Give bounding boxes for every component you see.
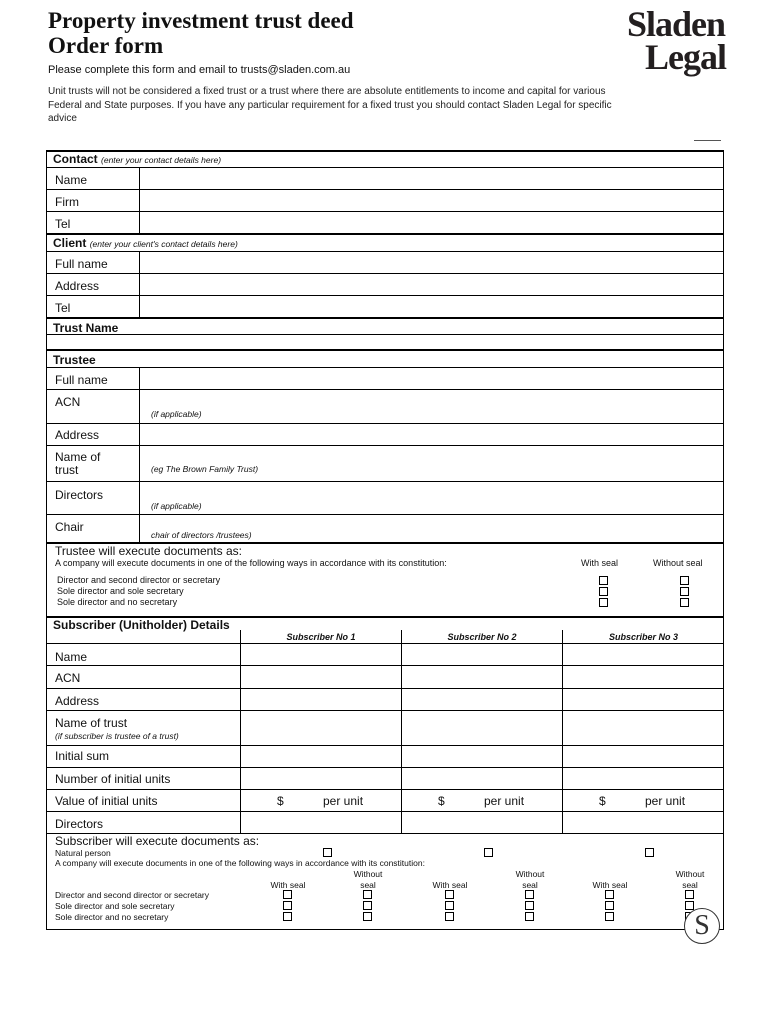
divider <box>694 140 721 141</box>
trustee-address-label: Address <box>55 428 100 442</box>
contact-heading: Contact (enter your contact details here) <box>53 152 222 166</box>
sub3-natural-person-checkbox[interactable] <box>645 848 654 857</box>
client-tel-label: Tel <box>55 301 71 315</box>
sub3-ws-opt1-checkbox[interactable] <box>605 890 614 899</box>
intro-text: Please complete this form and email to trusts@sladen.com.au <box>48 64 351 76</box>
sub3-wos-opt1-checkbox[interactable] <box>685 890 694 899</box>
subscriber-col-2: Subscriber No 2 <box>447 632 517 642</box>
trustee-full-name-field[interactable] <box>140 368 724 389</box>
trustee-opt3-with-seal-checkbox[interactable] <box>599 598 608 607</box>
subscriber-acn-label: ACN <box>55 671 81 685</box>
trustee-with-seal-header: With seal <box>581 558 619 568</box>
page-title <box>48 8 354 58</box>
sub3-with-seal: With seal <box>592 880 628 890</box>
sub3-dollar: $ <box>599 794 606 808</box>
contact-tel-label: Tel <box>55 217 71 231</box>
sub1-natural-person-checkbox[interactable] <box>323 848 332 857</box>
subscriber-address-label: Address <box>55 694 100 708</box>
trustee-heading: Trustee <box>53 353 96 367</box>
trustee-address-field[interactable] <box>140 424 724 445</box>
sub1-ws-opt2-checkbox[interactable] <box>283 901 292 910</box>
sub1-ws-opt3-checkbox[interactable] <box>283 912 292 921</box>
subscriber-option-1: Director and second director or secretary <box>55 890 210 900</box>
subscriber-col-1: Subscriber No 1 <box>286 632 356 642</box>
fixed-trust-note: Unit trusts will not be considered a fixed trust or a trust where there are absolute entitlements to income and capital for various Federal and State purposes. If you have any particular requirement for a fixed trust you should contact Sladen Legal for specific advice <box>48 86 612 124</box>
client-address-label: Address <box>55 279 100 293</box>
subscriber-name-of-trust-label: Name of trust <box>55 716 128 730</box>
sub2-wos-opt2-checkbox[interactable] <box>525 901 534 910</box>
sub3-ws-opt2-checkbox[interactable] <box>605 901 614 910</box>
client-full-name-label: Full name <box>55 257 108 271</box>
trustee-without-seal-header: Without seal <box>653 558 703 568</box>
subscriber-initial-sum-label: Initial sum <box>55 749 110 763</box>
logo-line-2: Legal <box>645 37 726 77</box>
trustee-option-1: Director and second director or secretary <box>57 575 221 585</box>
sub2-dollar: $ <box>438 794 445 808</box>
chair-hint: chair of directors /trustees) <box>151 530 252 540</box>
subscriber-num-units-label: Number of initial units <box>55 772 171 786</box>
trustee-opt2-without-seal-checkbox[interactable] <box>680 587 689 596</box>
sub2-wos-opt3-checkbox[interactable] <box>525 912 534 921</box>
trustee-directors-field[interactable] <box>140 482 724 514</box>
sladen-s-badge-icon: S <box>684 908 720 944</box>
sub2-ws-opt3-checkbox[interactable] <box>445 912 454 921</box>
sub2-per-unit: per unit <box>484 794 525 808</box>
sub2-ws-opt2-checkbox[interactable] <box>445 901 454 910</box>
sub1-per-unit: per unit <box>323 794 364 808</box>
title-line-1: Property investment trust deed <box>48 8 354 33</box>
trustee-opt3-without-seal-checkbox[interactable] <box>680 598 689 607</box>
trustee-opt1-without-seal-checkbox[interactable] <box>680 576 689 585</box>
trustee-option-3: Sole director and no secretary <box>57 597 178 607</box>
contact-tel-field[interactable] <box>140 212 724 233</box>
client-tel-field[interactable] <box>140 296 724 317</box>
trust-name-heading: Trust Name <box>53 321 119 335</box>
trustee-acn-field[interactable] <box>140 390 724 423</box>
order-form <box>46 150 724 930</box>
sub3-per-unit: per unit <box>645 794 686 808</box>
trustee-name-of-trust-field[interactable] <box>140 446 724 481</box>
sub1-wos-opt1-checkbox[interactable] <box>363 890 372 899</box>
sub3-without-seal: Without seal <box>675 869 705 890</box>
natural-person-label: Natural person <box>55 848 111 858</box>
subscriber-directors-label: Directors <box>55 817 104 831</box>
trustee-option-2: Sole director and sole secretary <box>57 586 184 596</box>
contact-firm-label: Firm <box>55 195 79 209</box>
subscriber-name-label: Name <box>55 650 88 664</box>
client-heading: Client (enter your client's contact details here) <box>53 236 238 250</box>
client-address-field[interactable] <box>140 274 724 295</box>
title-line-2: Order form <box>48 33 164 58</box>
directors-hint: (if applicable) <box>151 501 202 511</box>
sub2-with-seal: With seal <box>432 880 468 890</box>
trustee-opt1-with-seal-checkbox[interactable] <box>599 576 608 585</box>
subscriber-option-3: Sole director and no secretary <box>55 912 169 922</box>
trust-name-field[interactable] <box>47 335 724 349</box>
subscriber-trust-hint: (if subscriber is trustee of a trust) <box>55 731 179 741</box>
logo-line-1: Sladen <box>627 4 726 44</box>
sub3-wos-opt2-checkbox[interactable] <box>685 901 694 910</box>
sub1-wos-opt2-checkbox[interactable] <box>363 901 372 910</box>
trustee-execute-heading: Trustee will execute documents as: <box>55 544 242 558</box>
sub1-without-seal: Without seal <box>353 869 383 890</box>
contact-name-field[interactable] <box>140 168 724 189</box>
contact-hint: (enter your contact details here) <box>101 155 222 165</box>
name-of-trust-hint: (eg The Brown Family Trust) <box>151 464 259 474</box>
subscriber-execute-heading: Subscriber will execute documents as: <box>55 834 260 848</box>
trustee-chair-field[interactable] <box>140 515 724 542</box>
sub2-ws-opt1-checkbox[interactable] <box>445 890 454 899</box>
subscriber-execute-sub: A company will execute documents in one of the following ways in accordance with its constitution: <box>55 858 425 868</box>
trustee-name-of-trust-label: Name of trust <box>55 450 101 477</box>
sub1-wos-opt3-checkbox[interactable] <box>363 912 372 921</box>
sub1-with-seal: With seal <box>270 880 306 890</box>
trustee-chair-label: Chair <box>55 520 84 534</box>
subscriber-value-units-label: Value of initial units <box>55 794 158 808</box>
acn-hint: (if applicable) <box>151 409 202 419</box>
trustee-opt2-with-seal-checkbox[interactable] <box>599 587 608 596</box>
client-hint: (enter your client's contact details here) <box>89 239 238 249</box>
sub1-ws-opt1-checkbox[interactable] <box>283 890 292 899</box>
sub1-dollar: $ <box>277 794 284 808</box>
subscriber-heading: Subscriber (Unitholder) Details <box>53 618 230 632</box>
sub2-without-seal: Without seal <box>515 869 545 890</box>
trustee-directors-label: Directors <box>55 488 104 502</box>
sub2-wos-opt1-checkbox[interactable] <box>525 890 534 899</box>
trustee-acn-label: ACN <box>55 395 81 409</box>
client-full-name-field[interactable] <box>140 252 724 273</box>
subscriber-option-2: Sole director and sole secretary <box>55 901 175 911</box>
trustee-execute-sub: A company will execute documents in one of the following ways in accordance with its constitution: <box>55 558 447 568</box>
subscriber-col-3: Subscriber No 3 <box>608 632 679 642</box>
sub3-ws-opt3-checkbox[interactable] <box>605 912 614 921</box>
contact-firm-field[interactable] <box>140 190 724 211</box>
sladen-legal-logo <box>627 4 726 77</box>
trustee-full-name-label: Full name <box>55 373 108 387</box>
sub2-natural-person-checkbox[interactable] <box>484 848 493 857</box>
contact-name-label: Name <box>55 173 88 187</box>
